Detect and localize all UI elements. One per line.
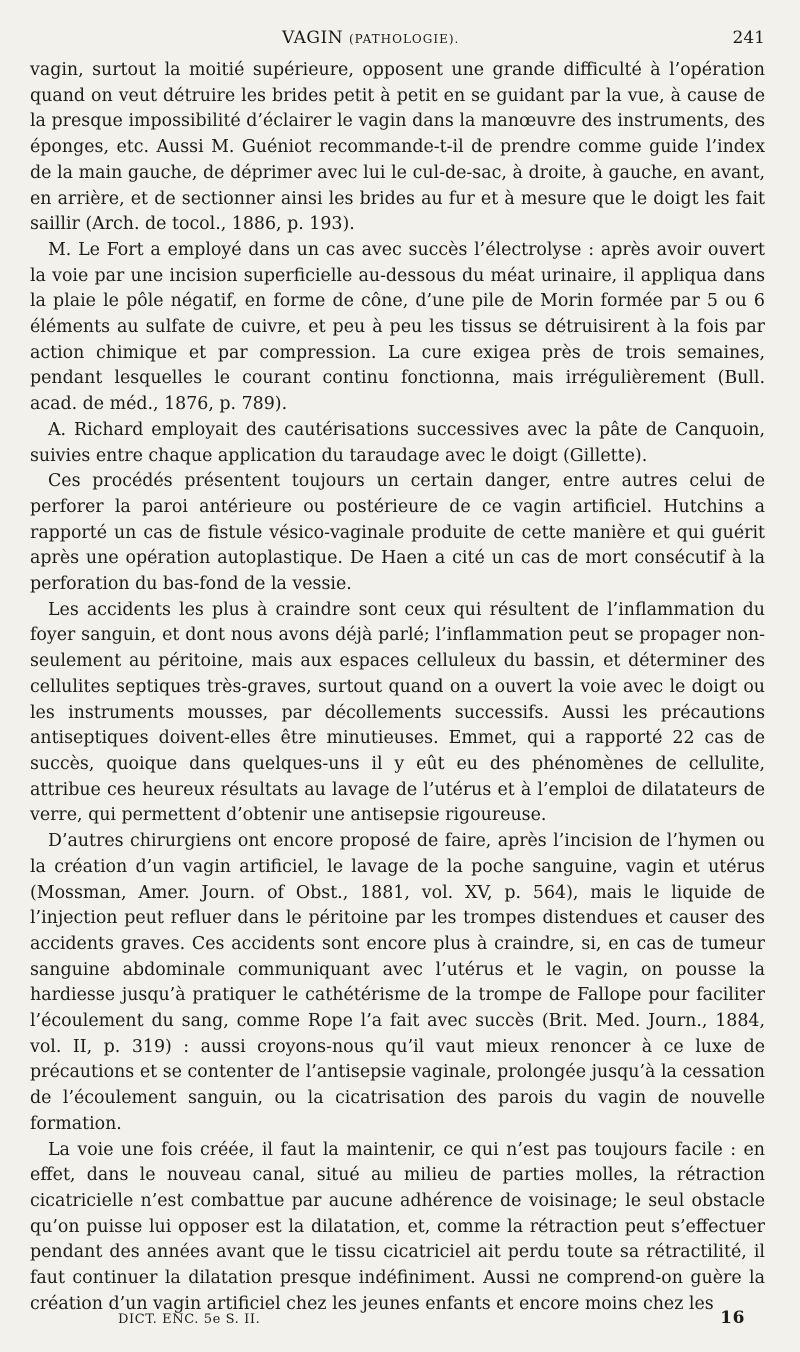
- header-subtitle: (PATHOLOGIE).: [348, 32, 460, 46]
- paragraph-3: A. Richard employait des cautérisations successives avec la pâte de Canquoin, suivies entre chaque application du taraudage avec le doigt (Gillette).: [30, 419, 765, 466]
- paragraph-6: D’autres chirurgiens ont encore proposé de faire, après l’incision de l’hymen ou la création d’un vagin artificiel, le lavage de la poche sanguine, vagin et utérus (Mossman, Amer. Journ. of Obst., 1881, vol. XV, p. 564), mais le liquide de l’injection peut refluer dans le péritoine par les trompes distendues et causer des accidents graves. Ces accidents sont encore plus à craindre, si, en cas de tumeur sanguine abdominale communiquant avec l’utérus et le vagin, on pousse la hardiesse jusqu’à pratiquer le cathétérisme de la trompe de Fallope pour faciliter l’écoulement du sang, comme Rope l’a fait avec succès (Brit. Med. Journ., 1884, vol. II, p. 319) : aussi croyons-nous qu’il vaut mieux renoncer à ce luxe de précautions et se contenter de l’antisepsie vaginale, prolongée jusqu’à la cessation de l’écoulement sanguin, ou la cicatrisation des parois du vagin de nouvelle formation.: [30, 831, 765, 1134]
- header-title: VAGIN: [282, 28, 344, 48]
- paragraph-7: La voie une fois créée, il faut la maintenir, ce qui n’est pas toujours facile : en effet, dans le nouveau canal, situé au milieu de parties molles, la rétraction cicatricielle n’est combattue par aucune adhérence de voisinage; le seul obstacle qu’on puisse lui opposer est la dilatation, et, comme la rétraction peut s’effectuer pendant des années avant que le tissu cicatriciel ait perdu toute sa rétractilité, il faut continuer la dilatation presque indéfiniment. Aussi ne comprend-on guère la création d’un vagin artificiel chez les jeunes enfants et encore moins chez les: [30, 1139, 765, 1314]
- running-title: [282, 28, 459, 48]
- footer-sheet-number: 16: [720, 1308, 745, 1328]
- page-number: 241: [732, 28, 765, 48]
- document-page: [30, 18, 765, 1338]
- paragraph-2: M. Le Fort a employé dans un cas avec succès l’électrolyse : après avoir ouvert la voie par une incision superficielle au-dessous du méat urinaire, il appliqua dans la plaie le pôle négatif, en forme de cône, d’une pile de Morin formée par 5 ou 6 éléments au sulfate de cuivre, et peu à peu les tissus se détruisirent à la fois par action chimique et par compression. La cure exigea près de trois semaines, pendant lesquelles le courant continu fonctionna, mais irrégulièrement (Bull. acad. de méd., 1876, p. 789).: [30, 239, 765, 415]
- paragraph-1: vagin, surtout la moitié supérieure, opposent une grande difficulté à l’opération quand on veut détruire les brides petit à petit en se guidant par la vue, à cause de la presque impossibilité d’éclairer le vagin dans la manœuvre des instruments, des éponges, etc. Aussi M. Guéniot recommande-t-il de prendre comme guide l’index de la main gauche, de déprimer avec lui le cul-de-sac, à droite, à gauche, en avant, en arrière, et de sectionner ainsi les brides au fur et à mesure que le doigt les fait saillir (Arch. de tocol., 1886, p. 193).: [30, 60, 765, 235]
- paragraph-4: Ces procédés présentent toujours un certain danger, entre autres celui de perforer la paroi antérieure ou postérieure de ce vagin artificiel. Hutchins a rapporté un cas de fistule vésico-vaginale produite de cette manière et qui guérit après une opération autoplastique. De Haen a cité un cas de mort consécutif à la perforation du bas-fond de la vessie.: [30, 471, 765, 595]
- footer-signature: DICT. ENC. 5e S. II.: [118, 1312, 261, 1327]
- running-header: [30, 18, 765, 58]
- body-text: [30, 58, 765, 1317]
- page-footer: [118, 1308, 745, 1332]
- paragraph-5: Les accidents les plus à craindre sont ceux qui résultent de l’inflammation du foyer sanguin, et dont nous avons déjà parlé; l’inflammation peut se propager non-seulement au péritoine, mais aux espaces celluleux du bassin, et déterminer des cellulites septiques très-graves, surtout quand on a ouvert la voie avec le doigt ou les instruments mousses, par décollements successifs. Aussi les précautions antiseptiques doivent-elles être minutieuses. Emmet, qui a rapporté 22 cas de succès, quoique dans quelques-uns il y eût eu des phénomènes de cellulite, attribue ces heureux résultats au lavage de l’utérus et à l’emploi de dilatateurs de verre, qui permettent d’obtenir une antisepsie rigoureuse.: [30, 599, 765, 826]
